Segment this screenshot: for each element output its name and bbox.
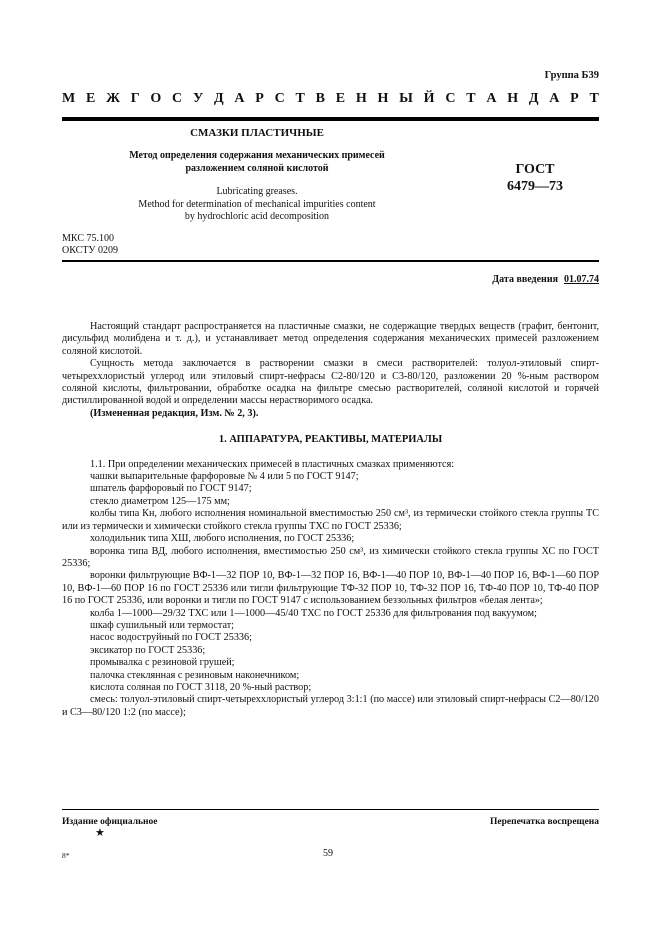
heading-letter: С <box>274 91 285 106</box>
interstate-standard-heading <box>62 91 599 107</box>
list-item: кислота соляная по ГОСТ 3118, 20 %-ный раствор; <box>90 681 312 693</box>
list-item: стекло диаметром 125—175 мм; <box>90 495 230 507</box>
heading-letter: А <box>549 91 560 106</box>
heading-letter: Й <box>423 91 435 106</box>
list-item: колбы типа Кн, любого исполнения номинальной вместимостью 250 см³, из термически стойкого стекла группы ТС или из термически и химически стойкого стекла группы ТХС по ГОСТ 25336; <box>62 508 599 532</box>
reprint-prohibited-label: Перепечатка воспрещена <box>489 817 599 827</box>
english-title <box>62 186 452 224</box>
list-item: шпатель фарфоровый по ГОСТ 9147; <box>90 483 252 495</box>
heading-letter: У <box>192 91 204 106</box>
document-title: СМАЗКИ ПЛАСТИЧНЫЕ <box>190 127 324 139</box>
heading-letter: С <box>172 91 183 106</box>
classification-codes <box>62 233 118 256</box>
okstu-code: ОКСТУ 0209 <box>62 244 119 256</box>
official-edition-label: Издание официальное <box>62 817 158 827</box>
list-item: палочка стеклянная с резиновым наконечником; <box>90 669 300 681</box>
date-value: 01.07.74 <box>564 274 599 285</box>
list-item: насос водоструйный по ГОСТ 25336; <box>90 632 252 644</box>
title-block-rule <box>62 260 599 262</box>
english-title-line-1: Lubricating greases. <box>216 186 298 197</box>
intro-paragraph-1: Настоящий стандарт распространяется на пластичные смазки, не содержащие твердых веществ (графит, бентонит, дисульфид молибдена и т. д.), и устанавливает метод определения содержания механических примесей разложением соляной кислотой. <box>62 321 599 357</box>
heading-letter: Р <box>255 91 264 106</box>
gost-designation <box>480 161 590 195</box>
english-title-line-3: by hydrochloric acid decomposition <box>184 211 330 222</box>
heading-letter: Е <box>335 91 346 106</box>
list-item: 1.1. При определении механических примесей в пластичных смазках применяются: <box>90 458 455 470</box>
list-item: воронка типа ВД, любого исполнения, вместимостью 250 см³, из химически стойкого стекла группы ХС по ГОСТ 25336; <box>62 545 599 569</box>
heading-letter: А <box>486 91 497 106</box>
heading-letter: Д <box>528 91 539 106</box>
mks-code: МКС 75.100 <box>62 233 114 244</box>
heading-letter: А <box>234 91 245 106</box>
list-item: колба 1—1000—29/32 ТХС или 1—1000—45/40 ТХС по ГОСТ 25336 для фильтрования под вакуумом; <box>90 607 537 619</box>
english-title-line-2: Method for determination of mechanical impurities content <box>138 198 376 210</box>
heading-letter: Р <box>570 91 579 106</box>
intro-paragraph-2: Сущность метода заключается в растворении смазки в смеси растворителей: толуол-этиловый спирт-четыреххлористый углерод или этиловый спирт-нефрасы С2-80/120 и С3-80/120, разложении 20 %-ным раствором соляной кислоты, фильтровании, обработке осадка на фильтре смесью растворителей, соляной кислотой и горячей дистиллированной водой и определении массы нерастворимого осадка. <box>62 358 599 407</box>
subtitle-line-1: Метод определения содержания механических примесей <box>129 150 385 161</box>
list-item: смесь: толуол-этиловый спирт-четыреххлористый углерод 3:1:1 (по массе) или этиловый спирт-нефрасы С2—80/120 и С3—80/120 1:2 (по массе); <box>62 694 599 718</box>
heading-letter: О <box>150 91 162 106</box>
heading-letter: С <box>445 91 456 106</box>
introduction-date <box>492 274 599 285</box>
heading-letter: Т <box>589 91 599 106</box>
heading-letter: Т <box>466 91 476 106</box>
list-item: шкаф сушильный или термостат; <box>90 619 234 631</box>
amendment-note: (Измененная редакция, Изм. № 2, 3). <box>90 407 259 419</box>
list-item: эксикатор по ГОСТ 25336; <box>90 644 206 656</box>
section-heading: 1. АППАРАТУРА, РЕАКТИВЫ, МАТЕРИАЛЫ <box>218 434 443 446</box>
gost-number: 6479—73 <box>507 179 563 194</box>
subtitle-line-2: разложением соляной кислотой <box>185 162 329 174</box>
gost-label: ГОСТ <box>515 162 555 177</box>
document-body <box>62 321 599 719</box>
heading-letter: Д <box>213 91 224 106</box>
heading-letter: М <box>62 91 76 106</box>
heading-letter: В <box>315 91 325 106</box>
page-number: 59 <box>323 848 333 859</box>
heading-letter: Ж <box>106 91 120 106</box>
header-rule <box>62 117 599 121</box>
heading-letter: Т <box>295 91 305 106</box>
footer-rule <box>62 809 599 810</box>
heading-letter: Н <box>355 91 367 106</box>
list-item: промывалка с резиновой грушей; <box>90 657 235 669</box>
list-item: чашки выпарительные фарфоровые № 4 или 5 по ГОСТ 9147; <box>90 471 359 483</box>
heading-letter: Ы <box>399 91 413 106</box>
list-item: холодильник типа ХШ, любого исполнения, по ГОСТ 25336; <box>90 533 355 545</box>
heading-letter: Н <box>377 91 389 106</box>
signature-mark: 8* <box>62 851 70 860</box>
date-label: Дата введения <box>492 274 558 285</box>
list-item: воронки фильтрующие ВФ-1—32 ПОР 10, ВФ-1—32 ПОР 16, ВФ-1—40 ПОР 10, ВФ-1—40 ПОР 16, ВФ-1—60 ПОР 10, ВФ-1—60 ПОР 16 по ГОСТ 25336 или тигли фильтрующие ТФ-32 ПОР 10, ТФ-32 ПОР 16, ТФ-40 ПОР 10, ТФ-40 ПОР 16 по ГОСТ 25336, или воронки и тигли по ГОСТ 9147 с использованием беззольных фильтров «белая лента»; <box>62 570 599 607</box>
heading-letter: Н <box>507 91 519 106</box>
heading-letter: Е <box>85 91 96 106</box>
heading-letter: Г <box>130 91 140 106</box>
document-subtitle <box>62 150 452 175</box>
group-code: Группа Б39 <box>544 70 599 81</box>
star-icon: ★ <box>95 827 105 839</box>
